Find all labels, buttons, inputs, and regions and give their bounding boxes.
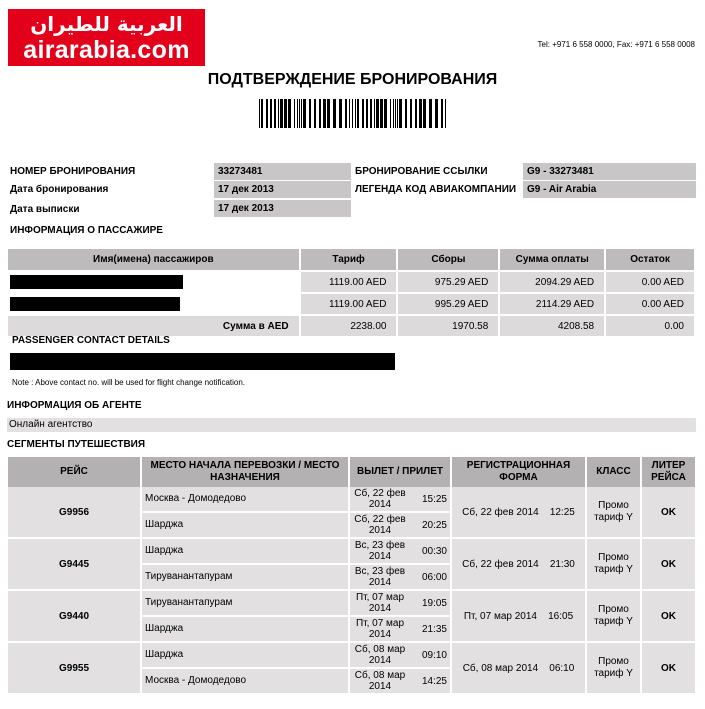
fees-cell: 995.29 AED — [397, 293, 499, 315]
booking-ref-label: БРОНИРОВАНИЕ ССЫЛКИ — [355, 166, 488, 177]
flight-number: G9440 — [8, 590, 141, 642]
route-cell — [141, 487, 349, 538]
passenger-table — [8, 249, 696, 338]
passenger-section-title: ИНФОРМАЦИЯ О ПАССАЖИРЕ — [10, 225, 163, 236]
airarabia-logo — [8, 9, 205, 66]
flight-status: OK — [641, 487, 696, 538]
fare-class: Промо тариф Y — [586, 642, 641, 694]
arrival-date: Вс, 23 фев 2014 — [354, 566, 406, 588]
booking-number-value: 33273481 — [214, 163, 351, 180]
departure-date: Вс, 23 фев 2014 — [354, 540, 406, 562]
checkin-time: 16:05 — [548, 610, 574, 622]
col-flight: РЕЙС — [8, 457, 141, 487]
table-row — [8, 590, 696, 642]
agent-value: Онлайн агентство — [7, 418, 696, 432]
checkin-date: Сб, 22 фев 2014 — [462, 558, 539, 570]
col-fees: Сборы — [397, 249, 499, 271]
col-route: МЕСТО НАЧАЛА ПЕРЕВОЗКИ / МЕСТО НАЗНАЧЕНИЯ — [141, 457, 349, 487]
segments-section-title: СЕГМЕНТЫ ПУТЕШЕСТВИЯ — [7, 439, 146, 450]
arrival-datetime — [350, 511, 450, 537]
table-row — [8, 271, 695, 293]
total-cell: 2114.29 AED — [499, 293, 605, 315]
contact-details-redacted — [10, 353, 395, 370]
booking-date-value: 17 дек 2013 — [214, 181, 351, 198]
times-cell — [349, 538, 451, 590]
checkin-time: 06:10 — [549, 662, 575, 674]
col-passenger-names: Имя(имена) пассажиров — [8, 249, 300, 271]
col-balance: Остаток — [605, 249, 695, 271]
arrival-datetime — [350, 563, 450, 589]
col-fare: Тариф — [300, 249, 398, 271]
airline-code-value: G9 - Air Arabia — [523, 181, 696, 198]
arrival-place: Тируванантапурам — [142, 563, 348, 589]
route-cell — [141, 590, 349, 642]
logo-arabic-text: العربية للطيران — [30, 12, 183, 36]
issue-date-label: Дата выписки — [10, 204, 80, 215]
table-row — [8, 487, 696, 538]
booking-number-label: НОМЕР БРОНИРОВАНИЯ — [10, 166, 136, 177]
fare-class: Промо тариф Y — [586, 487, 641, 538]
arrival-date: Пт, 07 мар 2014 — [355, 618, 405, 640]
fare-cell: 1119.00 AED — [300, 271, 398, 293]
fees-cell: 975.29 AED — [397, 271, 499, 293]
arrival-datetime — [350, 615, 450, 641]
departure-datetime — [350, 487, 450, 511]
airline-code-label: ЛЕГЕНДА КОД АВИАКОМПАНИИ — [355, 184, 517, 195]
sum-balance: 0.00 — [605, 315, 695, 337]
departure-place: Шарджа — [145, 649, 184, 660]
checkin-cell — [451, 590, 586, 642]
flight-status: OK — [641, 590, 696, 642]
agent-section-title: ИНФОРМАЦИЯ ОБ АГЕНТЕ — [7, 400, 142, 411]
checkin-time: 12:25 — [549, 506, 575, 518]
col-class: КЛАСС — [586, 457, 641, 487]
col-total: Сумма оплаты — [499, 249, 605, 271]
fare-cell: 1119.00 AED — [300, 293, 398, 315]
departure-time: 19:05 — [421, 597, 447, 609]
checkin-cell — [451, 642, 586, 694]
checkin-date: Пт, 07 мар 2014 — [463, 610, 537, 622]
segments-table — [8, 457, 697, 695]
sum-total: 4208.58 — [499, 315, 605, 337]
departure-date: Пт, 07 мар 2014 — [355, 592, 405, 614]
flight-status: OK — [641, 538, 696, 590]
col-checkin: РЕГИСТРАЦИОННАЯ ФОРМА — [451, 457, 586, 487]
checkin-date: Сб, 08 мар 2014 — [462, 662, 539, 674]
booking-date-label: Дата бронирования — [10, 184, 109, 195]
route-cell — [141, 538, 349, 590]
table-row — [8, 642, 696, 694]
times-cell — [349, 642, 451, 694]
issue-date-value: 17 дек 2013 — [214, 200, 351, 217]
booking-barcode — [259, 99, 446, 128]
departure-datetime — [350, 643, 450, 667]
table-row — [8, 293, 695, 315]
flight-number: G9955 — [8, 642, 141, 694]
flight-number: G9445 — [8, 538, 141, 590]
passenger-header-row — [8, 249, 695, 271]
contact-info: Tel: +971 6 558 0000, Fax: +971 6 558 0008 — [537, 40, 695, 49]
checkin-cell — [451, 538, 586, 590]
sum-fare: 2238.00 — [300, 315, 398, 337]
departure-time: 09:10 — [421, 649, 447, 661]
table-row — [8, 538, 696, 590]
checkin-time: 21:30 — [549, 558, 575, 570]
departure-time: 15:25 — [421, 493, 447, 505]
departure-place: Шарджа — [145, 545, 184, 556]
departure-datetime — [350, 591, 450, 615]
departure-place: Тируванантапурам — [145, 597, 233, 608]
times-cell — [349, 487, 451, 538]
balance-cell: 0.00 AED — [605, 271, 695, 293]
arrival-place: Москва - Домодедово — [142, 667, 348, 693]
fare-class: Промо тариф Y — [586, 590, 641, 642]
booking-ref-value: G9 - 33273481 — [523, 163, 696, 180]
arrival-date: Сб, 08 мар 2014 — [354, 670, 406, 692]
col-letter: ЛИТЕР РЕЙСА — [641, 457, 696, 487]
checkin-cell — [451, 487, 586, 538]
departure-time: 00:30 — [421, 545, 447, 557]
departure-date: Сб, 08 мар 2014 — [354, 644, 406, 666]
balance-cell: 0.00 AED — [605, 293, 695, 315]
total-cell: 2094.29 AED — [499, 271, 605, 293]
checkin-date: Сб, 22 фев 2014 — [462, 506, 539, 518]
sum-row — [8, 315, 695, 337]
sum-label: Сумма в AED — [8, 315, 300, 337]
arrival-time: 21:35 — [421, 623, 447, 635]
arrival-time: 06:00 — [421, 571, 447, 583]
departure-place: Москва - Домодедово — [145, 493, 247, 504]
page-title: ПОДТВЕРЖДЕНИЕ БРОНИРОВАНИЯ — [207, 71, 498, 88]
segments-header-row — [8, 457, 696, 487]
col-times: ВЫЛЕТ / ПРИЛЕТ — [349, 457, 451, 487]
departure-date: Сб, 22 фев 2014 — [354, 488, 406, 510]
contact-details-title: PASSENGER CONTACT DETAILS — [12, 335, 170, 346]
fare-class: Промо тариф Y — [586, 538, 641, 590]
times-cell — [349, 590, 451, 642]
passenger-name-redacted — [8, 293, 300, 315]
flight-number: G9956 — [8, 487, 141, 538]
arrival-time: 14:25 — [421, 675, 447, 687]
arrival-datetime — [350, 667, 450, 693]
arrival-time: 20:25 — [421, 519, 447, 531]
flight-status: OK — [641, 642, 696, 694]
sum-fees: 1970.58 — [397, 315, 499, 337]
passenger-name-redacted — [8, 271, 300, 293]
arrival-place: Шарджа — [142, 511, 348, 537]
contact-note: Note : Above contact no. will be used for flight change notification. — [12, 378, 246, 387]
arrival-date: Сб, 22 фев 2014 — [354, 514, 406, 536]
logo-brand-text: airarabia.com — [23, 36, 190, 64]
departure-datetime — [350, 539, 450, 563]
route-cell — [141, 642, 349, 694]
arrival-place: Шарджа — [142, 615, 348, 641]
